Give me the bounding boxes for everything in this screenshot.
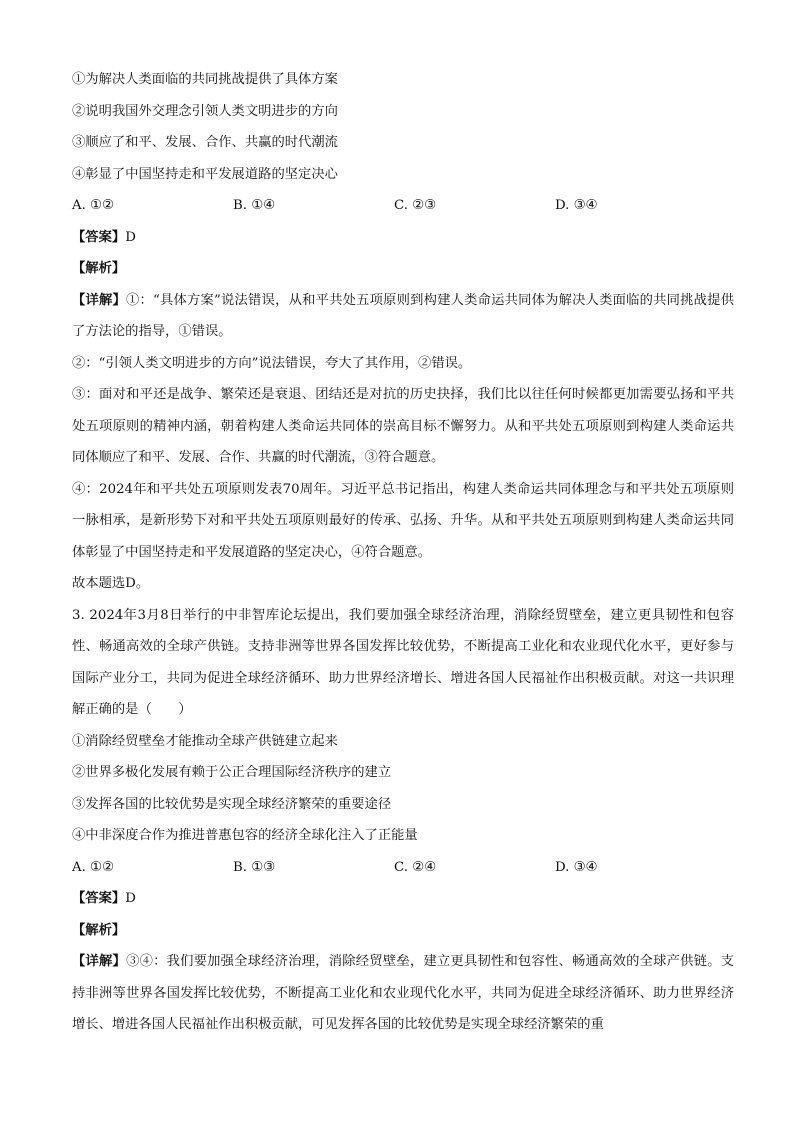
- q3-choice-b: B. ①③: [233, 859, 276, 875]
- q2-option-1: ①为解决人类面临的共同挑战提供了具体方案: [72, 72, 338, 87]
- q3-choice-d: D. ③④: [555, 859, 598, 875]
- q2-option-2: ②说明我国外交理念引领人类文明进步的方向: [72, 103, 338, 119]
- q3-analysis-heading: [72, 915, 734, 947]
- q3-answer: [72, 883, 734, 915]
- q2-answer-value: D: [125, 229, 136, 245]
- q3-choice-c: C. ②④: [394, 859, 436, 875]
- q3-stem: 3. 2024年3月8日举行的中非智库论坛提出，我们要加强全球经济治理，消除经贸壁垒，建立更具韧性和包容性、畅通高效的全球产供链。支持非洲等世界各国发挥比较优势，不断提高工业化和农业现代化水平，更好参与国际产业分工，共同为促进全球经济循环、助力世界经济增长、增进各国人民福祉作出积极贡献。对这一共识理解正确的是（ ）: [72, 607, 734, 717]
- q2-conclusion: 故本题选D。: [72, 576, 150, 591]
- q2-option-3: ③顺应了和平、发展、合作、共赢的时代潮流: [72, 135, 338, 150]
- q3-option-2: ②世界多极化发展有赖于公正合理国际经济秩序的建立: [72, 765, 392, 780]
- q2-detail-label: 【详解】: [72, 292, 127, 308]
- q2-detail-3: ③：面对和平还是战争、繁荣还是衰退、团结还是对抗的历史抉择，我们比以往任何时候都更加需要弘扬和平共处五项原则的精神内涵，朝着构建人类命运共同体的崇高目标不懈努力。从和平共处五项原则到构建人类命运共同体顺应了和平、发展、合作、共赢的时代潮流，③符合题意。: [72, 387, 734, 465]
- q3-option-1: ①消除经贸壁垒才能推动全球产供链建立起来: [72, 733, 338, 749]
- q2-analysis-heading: [72, 253, 734, 285]
- q2-detail-2: ②：“引领人类文明进步的方向”说法错误，夸大了其作用，②错误。: [72, 355, 472, 371]
- q3-option-4: ④中非深度合作为推进普惠包容的经济全球化注入了正能量: [72, 828, 418, 843]
- q3-detail-1: [72, 946, 734, 1041]
- q2-detail-1-text: ①：“具体方案”说法错误，从和平共处五项原则到构建人类命运共同体为解决人类面临的共同挑战提供了方法论的指导，①错误。: [72, 292, 734, 339]
- q2-choices: [72, 190, 734, 222]
- q3-analysis-label: 【解析】: [72, 922, 126, 938]
- q3-detail-1-text: ③④：我们要加强全球经济治理，消除经贸壁垒，建立更具韧性和包容性、畅通高效的全球产供链。支持非洲等世界各国发挥比较优势，不断提高工业化和农业现代化水平，共同为促进全球经济循环、助力世界经济增长、增进各国人民福祉作出积极贡献，可见发挥各国的比较优势是实现全球经济繁荣的重: [72, 954, 735, 1032]
- q3-option-3: ③发挥各国的比较优势是实现全球经济繁荣的重要途径: [72, 796, 392, 812]
- q2-answer: [72, 222, 734, 254]
- q2-choice-b: B. ①④: [233, 198, 276, 213]
- q2-choice-c: C. ②③: [394, 198, 436, 213]
- q3-answer-value: D: [125, 891, 136, 906]
- q2-choice-d: D. ③④: [555, 198, 598, 213]
- q2-detail-1: [72, 285, 734, 348]
- q3-detail-label: 【详解】: [72, 954, 127, 969]
- q2-choice-a: A. ①②: [72, 198, 114, 213]
- q2-detail-4: ④：2024年和平共处五项原则发表70周年。习近平总书记指出，构建人类命运共同体理念与和平共处五项原则一脉相承，是新形势下对和平共处五项原则最好的传承、弘扬、升华。从和平共处五项原则到构建人类命运共同体彰显了中国坚持走和平发展道路的坚定决心，④符合题意。: [72, 481, 734, 560]
- q3-choice-a: A. ①②: [72, 859, 114, 875]
- q2-answer-label: 【答案】: [72, 229, 126, 245]
- q3-choices: [72, 852, 734, 884]
- q2-option-4: ④彰显了中国坚持走和平发展道路的坚定决心: [72, 166, 338, 182]
- q3-answer-label: 【答案】: [72, 891, 126, 906]
- q2-analysis-label: 【解析】: [72, 261, 126, 276]
